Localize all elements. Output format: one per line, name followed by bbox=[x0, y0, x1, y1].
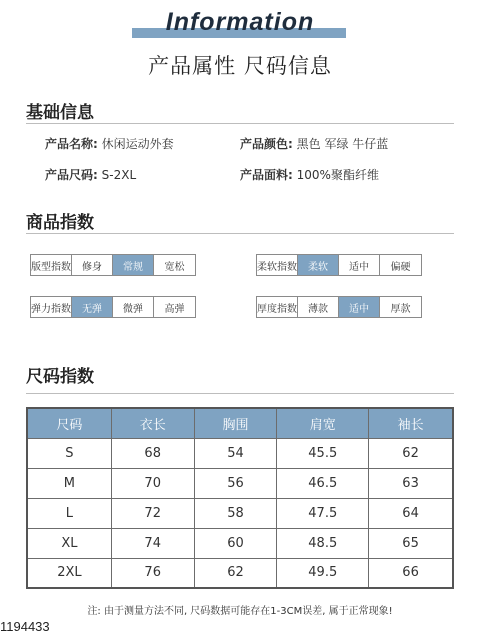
table-cell: 68 bbox=[111, 438, 194, 468]
table-cell: M bbox=[27, 468, 111, 498]
table-row bbox=[27, 558, 453, 588]
table-cell: 65 bbox=[369, 528, 453, 558]
index-group-fit bbox=[30, 254, 196, 276]
table-cell: 64 bbox=[369, 498, 453, 528]
table-row bbox=[27, 498, 453, 528]
index-option: 偏硬 bbox=[380, 255, 421, 275]
table-cell: 62 bbox=[369, 438, 453, 468]
section-title-size-chart: 尺码指数 bbox=[26, 367, 94, 387]
index-option: 柔软 bbox=[298, 255, 339, 275]
table-row bbox=[27, 468, 453, 498]
table-cell: 58 bbox=[194, 498, 277, 528]
info-key: 产品颜色: bbox=[240, 137, 293, 151]
index-option: 无弹 bbox=[72, 297, 113, 317]
table-cell: 56 bbox=[194, 468, 277, 498]
table-cell: 45.5 bbox=[277, 438, 369, 468]
index-group-thickness bbox=[256, 296, 422, 318]
section-divider bbox=[26, 393, 454, 394]
info-row-product-size bbox=[45, 166, 136, 183]
info-value: 100%聚酯纤维 bbox=[296, 168, 379, 182]
column-header: 肩宽 bbox=[277, 408, 369, 438]
index-option: 薄款 bbox=[298, 297, 339, 317]
column-header: 胸围 bbox=[194, 408, 277, 438]
table-cell: 66 bbox=[369, 558, 453, 588]
column-header: 衣长 bbox=[111, 408, 194, 438]
table-cell: 60 bbox=[194, 528, 277, 558]
column-header: 尺码 bbox=[27, 408, 111, 438]
table-header-row bbox=[27, 408, 453, 438]
index-option: 厚款 bbox=[380, 297, 421, 317]
info-row-product-color bbox=[240, 135, 388, 152]
section-title-basic-info: 基础信息 bbox=[26, 103, 94, 123]
info-value: 休闲运动外套 bbox=[101, 137, 174, 151]
index-option: 适中 bbox=[339, 297, 380, 317]
table-cell: 49.5 bbox=[277, 558, 369, 588]
info-key: 产品尺码: bbox=[45, 168, 98, 182]
table-cell: 76 bbox=[111, 558, 194, 588]
table-cell: 62 bbox=[194, 558, 277, 588]
table-row bbox=[27, 438, 453, 468]
index-label: 弹力指数 bbox=[31, 297, 72, 317]
section-title-product-index: 商品指数 bbox=[26, 213, 94, 233]
table-cell: 46.5 bbox=[277, 468, 369, 498]
brand-word: Information bbox=[165, 8, 315, 36]
table-cell: 48.5 bbox=[277, 528, 369, 558]
table-cell: S bbox=[27, 438, 111, 468]
info-key: 产品面料: bbox=[240, 168, 293, 182]
table-cell: 2XL bbox=[27, 558, 111, 588]
table-cell: 70 bbox=[111, 468, 194, 498]
index-option: 高弹 bbox=[154, 297, 195, 317]
section-divider bbox=[26, 123, 454, 124]
table-cell: 63 bbox=[369, 468, 453, 498]
table-cell: 47.5 bbox=[277, 498, 369, 528]
index-option: 适中 bbox=[339, 255, 380, 275]
table-cell: L bbox=[27, 498, 111, 528]
info-row-product-name bbox=[45, 135, 174, 152]
page-subtitle: 产品属性 尺码信息 bbox=[148, 54, 332, 78]
info-key: 产品名称: bbox=[45, 137, 98, 151]
index-label: 厚度指数 bbox=[257, 297, 298, 317]
info-value: 黑色 军绿 牛仔蓝 bbox=[296, 137, 389, 151]
table-cell: XL bbox=[27, 528, 111, 558]
index-label: 版型指数 bbox=[31, 255, 72, 275]
index-option: 常规 bbox=[113, 255, 154, 275]
table-cell: 74 bbox=[111, 528, 194, 558]
index-label: 柔软指数 bbox=[257, 255, 298, 275]
table-cell: 54 bbox=[194, 438, 277, 468]
index-group-elasticity bbox=[30, 296, 196, 318]
index-group-softness bbox=[256, 254, 422, 276]
column-header: 袖长 bbox=[369, 408, 453, 438]
table-cell: 72 bbox=[111, 498, 194, 528]
table-row bbox=[27, 528, 453, 558]
image-id-label: 1194433 bbox=[0, 619, 50, 634]
size-table bbox=[26, 407, 454, 589]
index-option: 修身 bbox=[72, 255, 113, 275]
index-option: 宽松 bbox=[154, 255, 195, 275]
section-divider bbox=[26, 233, 454, 234]
index-option: 微弹 bbox=[113, 297, 154, 317]
measurement-note: 注: 由于测量方法不同, 尺码数据可能存在1-3CM误差, 属于正常现象! bbox=[87, 606, 393, 617]
info-row-product-fabric bbox=[240, 166, 379, 183]
info-value: S-2XL bbox=[101, 168, 137, 182]
